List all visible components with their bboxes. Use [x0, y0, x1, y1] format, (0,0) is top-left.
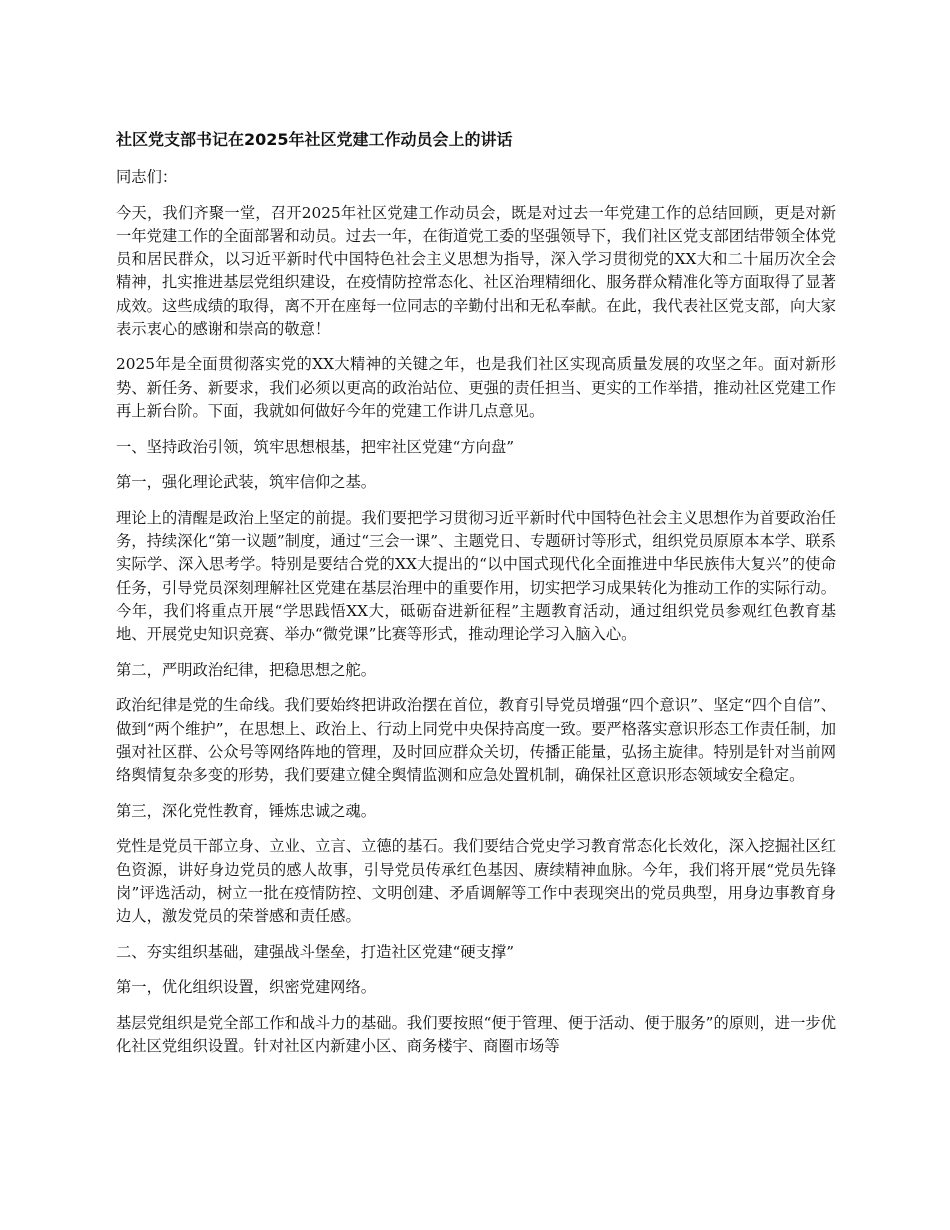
- subsection-heading: 第一，强化理论武装，筑牢信仰之基。: [116, 473, 377, 492]
- body-paragraph: 今天，我们齐聚一堂，召开2025年社区党建工作动员会，既是对过去一年党建工作的总结回顾，更是对新一年党建工作的全面部署和动员。过去一年，在街道党工委的坚强领导下，我们社区党支部团结带领全体党员和居民群众，以习近平新时代中国特色社会主义思想为指导，深入学习贯彻党的XX大和二十届历次全会精神，扎实推进基层党组织建设，在疫情防控常态化、社区治理精细化、服务群众精准化等方面取得了显著成效。这些成绩的取得，离不开在座每一位同志的辛勤付出和无私奉献。在此，我代表社区党支部，向大家表示衷心的感谢和崇高的敬意！: [116, 203, 836, 338]
- salutation: 同志们：: [116, 168, 178, 186]
- body-paragraph: 基层党组织是党全部工作和战斗力的基础。我们要按照“便于管理、便于活动、便于服务”的原则，进一步优化社区党组织设置。针对社区内新建小区、商务楼宇、商圈市场等: [116, 1014, 836, 1056]
- subsection-heading: 第二，严明政治纪律，把稳思想之舵。: [116, 660, 377, 679]
- body-paragraph: 理论上的清醒是政治上坚定的前提。我们要把学习贯彻习近平新时代中国特色社会主义思想作为首要政治任务，持续深化“第一议题”制度，通过“三会一课”、主题党日、专题研讨等形式，组织党员原原本本学、联系实际学、深入思考学。特别是要结合党的XX大提出的“以中国式现代化全面推进中华民族伟大复兴”的使命任务，引导党员深刻理解社区党建在基层治理中的重要作用，切实把学习成果转化为推动工作的实际行动。今年，我们将重点开展“学思践悟XX大，砥砺奋进新征程”主题教育活动，通过组织党员参观红色教育基地、开展党史知识竞赛、举办“微党课”比赛等形式，推动理论学习入脑入心。: [116, 508, 836, 643]
- section-heading: 一、坚持政治引领，筑牢思想根基，把牢社区党建“方向盘”: [116, 437, 515, 456]
- document-body: [116, 166, 836, 1059]
- subsection-heading: 第三，深化党性教育，锤炼忠诚之魂。: [116, 801, 377, 820]
- section-heading: 二、夯实组织基础，建强战斗堡垒，打造社区党建“硬支撑”: [116, 942, 515, 961]
- document-title: 社区党支部书记在2025年社区党建工作动员会上的讲话: [116, 130, 513, 149]
- document-page: [116, 128, 836, 1071]
- subsection-heading: 第一，优化组织设置，织密党建网络。: [116, 978, 377, 997]
- body-paragraph: 党性是党员干部立身、立业、立言、立德的基石。我们要结合党史学习教育常态化长效化，深入挖掘社区红色资源，讲好身边党员的感人故事，引导党员传承红色基因、赓续精神血脉。今年，我们将开展“党员先锋岗”评选活动，树立一批在疫情防控、文明创建、矛盾调解等工作中表现突出的党员典型，用身边事教育身边人，激发党员的荣誉感和责任感。: [116, 837, 836, 925]
- body-paragraph: 政治纪律是党的生命线。我们要始终把讲政治摆在首位，教育引导党员增强“四个意识”、坚定“四个自信”、做到“两个维护”，在思想上、政治上、行动上同党中央保持高度一致。要严格落实意识形态工作责任制，加强对社区群、公众号等网络阵地的管理，及时回应群众关切，传播正能量，弘扬主旋律。特别是针对当前网络舆情复杂多变的形势，我们要建立健全舆情监测和应急处置机制，确保社区意识形态领域安全稳定。: [116, 696, 836, 784]
- body-paragraph: 2025年是全面贯彻落实党的XX大精神的关键之年，也是我们社区实现高质量发展的攻坚之年。面对新形势、新任务、新要求，我们必须以更高的政治站位、更强的责任担当、更实的工作举措，推动社区党建工作再上新台阶。下面，我就如何做好今年的党建工作讲几点意见。: [116, 355, 836, 420]
